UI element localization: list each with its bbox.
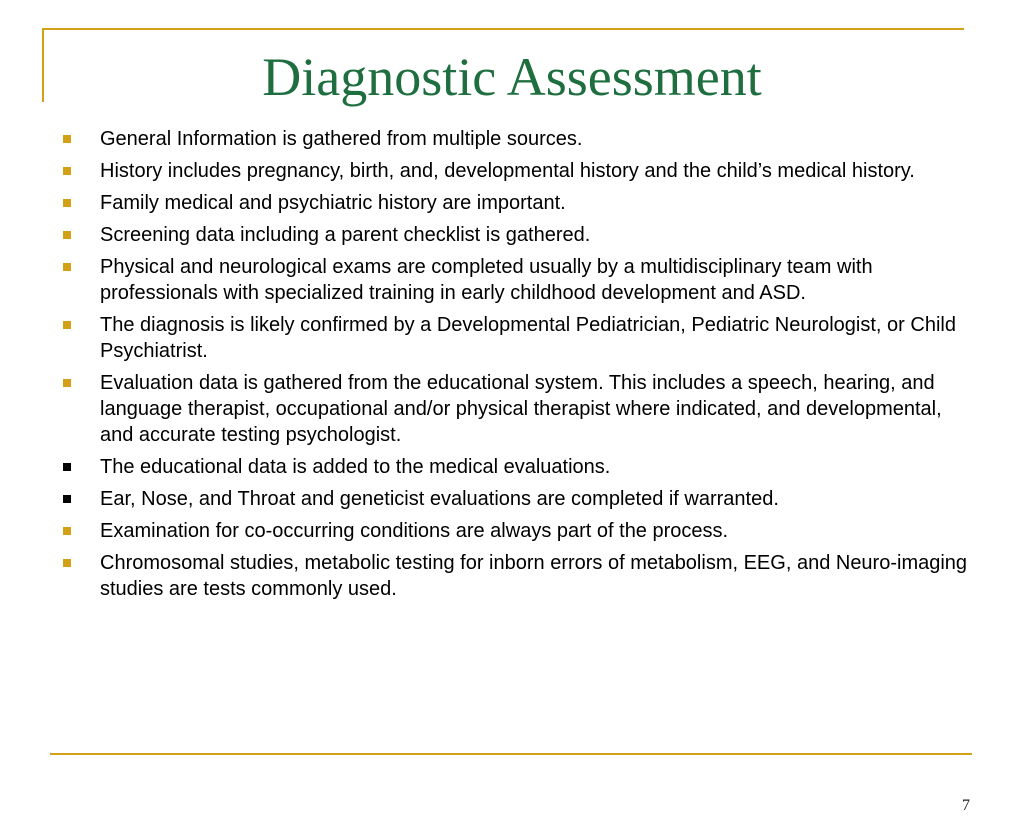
bullet-text: Chromosomal studies, metabolic testing for inborn errors of metabolism, EEG, and Neuro-imaging studies are tests commonly used. (100, 552, 968, 600)
bullet-text: General Information is gathered from multiple sources. (100, 128, 583, 150)
bullet-item (58, 190, 968, 216)
page-number: 7 (962, 797, 970, 814)
square-bullet-icon (63, 231, 71, 239)
square-bullet-icon (63, 135, 71, 143)
bullet-item (58, 370, 968, 448)
bullet-item (58, 486, 968, 512)
top-rule (42, 28, 964, 30)
bullet-text: The diagnosis is likely confirmed by a Developmental Pediatrician, Pediatric Neurologist, or Child Psychiatrist. (100, 314, 956, 362)
square-bullet-icon (63, 263, 71, 271)
bullet-item (58, 254, 968, 306)
bullet-text: Ear, Nose, and Throat and geneticist evaluations are completed if warranted. (100, 488, 779, 510)
square-bullet-icon (63, 199, 71, 207)
bullet-text: Screening data including a parent checklist is gathered. (100, 224, 591, 246)
bullet-item (58, 222, 968, 248)
bottom-rule (50, 753, 972, 755)
bullet-text: Physical and neurological exams are completed usually by a multidisciplinary team with professionals with specialized training in early childhood development and ASD. (100, 256, 873, 304)
bullet-item (58, 550, 968, 602)
bullet-item (58, 158, 968, 184)
slide-title: Diagnostic Assessment (262, 47, 762, 107)
bullet-text: Evaluation data is gathered from the educational system. This includes a speech, hearing, and language therapist, occupational and/or physical therapist where indicated, and developmental, and accurate testing psychologist. (100, 372, 942, 446)
bullet-text: The educational data is added to the medical evaluations. (100, 456, 611, 478)
square-bullet-icon (63, 463, 71, 471)
square-bullet-icon (63, 379, 71, 387)
bullet-text: Family medical and psychiatric history are important. (100, 192, 566, 214)
bullet-item (58, 454, 968, 480)
square-bullet-icon (63, 321, 71, 329)
bullet-item (58, 518, 968, 544)
bullet-text: Examination for co-occurring conditions are always part of the process. (100, 520, 729, 542)
square-bullet-icon (63, 167, 71, 175)
square-bullet-icon (63, 559, 71, 567)
square-bullet-icon (63, 527, 71, 535)
bullet-item (58, 126, 968, 152)
square-bullet-icon (63, 495, 71, 503)
bullet-item (58, 312, 968, 364)
bullet-text: History includes pregnancy, birth, and, developmental history and the child’s medical history. (100, 160, 915, 182)
bullet-list (58, 126, 968, 608)
